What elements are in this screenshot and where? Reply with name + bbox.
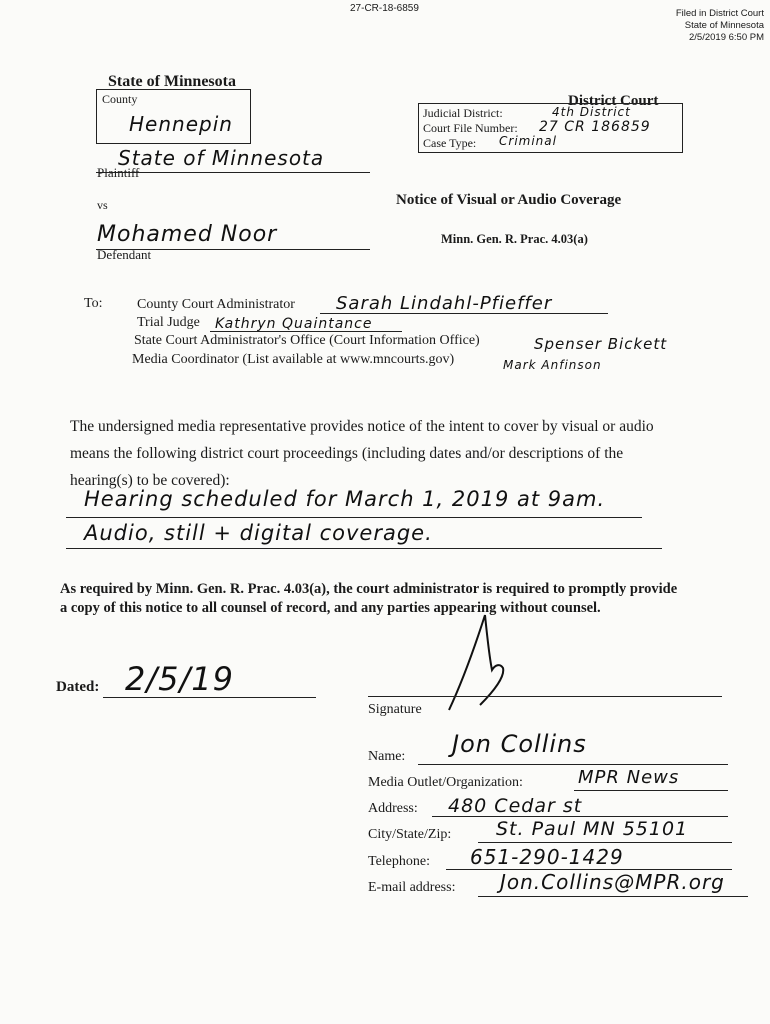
- judicial-district-label: Judicial District:: [423, 106, 503, 120]
- defendant-label: Defendant: [97, 247, 152, 262]
- requirement-paragraph: As required by Minn. Gen. R. Prac. 4.03(a), the court administrator is required to promptly provide a copy of this notice to all counsel of record, and any parties appearing without counsel.: [60, 581, 678, 616]
- hearing-line-2: Audio, still + digital coverage.: [84, 521, 433, 545]
- address-value: 480 Cedar st: [448, 795, 583, 817]
- signature-line: [368, 696, 722, 697]
- defendant-value: Mohamed Noor: [97, 222, 278, 247]
- case-type-label: Case Type:: [423, 136, 477, 150]
- notice-title: Notice of Visual or Audio Coverage: [396, 192, 622, 208]
- case-number-stamp: 27-CR-18-6859: [350, 3, 419, 14]
- notice-rule: Minn. Gen. R. Prac. 4.03(a): [441, 232, 588, 246]
- vs-label: vs: [97, 198, 108, 212]
- state-office-value: Spenser Bickett: [534, 335, 668, 353]
- email-label: E-mail address:: [368, 880, 456, 895]
- signature-mark: [425, 610, 525, 720]
- county-box: [96, 89, 251, 144]
- hearing-underline-2: [66, 548, 662, 549]
- court-file-value: 27 CR 186859: [539, 119, 651, 135]
- judge-label: Trial Judge: [137, 315, 200, 330]
- plaintiff-value: State of Minnesota: [118, 146, 325, 170]
- filed-line-1: Filed in District Court: [675, 8, 764, 19]
- media-coord-value: Mark Anfinson: [503, 358, 602, 372]
- city-value: St. Paul MN 55101: [496, 818, 689, 840]
- court-title: District Court: [568, 93, 659, 109]
- dated-label: Dated:: [56, 679, 100, 695]
- email-line: [478, 896, 748, 897]
- address-label: Address:: [368, 801, 418, 816]
- judicial-district-value: 4th District: [552, 105, 631, 119]
- admin-value: Sarah Lindahl-Pfieffer: [336, 293, 553, 314]
- signature-label: Signature: [368, 702, 422, 717]
- judge-value: Kathryn Quaintance: [215, 316, 373, 332]
- name-label: Name:: [368, 749, 406, 764]
- hearing-line-1: Hearing scheduled for March 1, 2019 at 9am.: [84, 487, 606, 511]
- plaintiff-label: Plaintiff: [97, 165, 140, 180]
- media-coord-label: Media Coordinator (List available at www.mncourts.gov): [132, 352, 455, 367]
- name-value: Jon Collins: [452, 730, 587, 758]
- court-file-label: Court File Number:: [423, 121, 518, 135]
- outlet-label: Media Outlet/Organization:: [368, 775, 523, 790]
- county-label: County: [102, 92, 138, 106]
- phone-label: Telephone:: [368, 854, 430, 869]
- email-value: Jon.Collins@MPR.org: [500, 870, 725, 894]
- phone-value: 651-290-1429: [470, 845, 624, 869]
- intro-paragraph: The undersigned media representative provides notice of the intent to cover by visual or audio means the following district court proceedings (including dates and/or descriptions of the hearing(s) to be covered):: [70, 418, 654, 489]
- city-line: [478, 842, 732, 843]
- city-label: City/State/Zip:: [368, 827, 452, 842]
- name-line: [418, 764, 728, 765]
- admin-label: County Court Administrator: [137, 297, 295, 312]
- hearing-underline-1: [66, 517, 642, 518]
- filed-line-3: 2/5/2019 6:50 PM: [689, 32, 764, 43]
- outlet-value: MPR News: [578, 767, 680, 788]
- court-info-box: [418, 103, 683, 153]
- county-value: Hennepin: [129, 112, 233, 136]
- state-office-label: State Court Administrator's Office (Court Information Office): [134, 333, 480, 348]
- filed-stamp: [676, 8, 764, 44]
- filed-line-2: State of Minnesota: [684, 20, 764, 31]
- to-label: To:: [84, 296, 103, 311]
- case-type-value: Criminal: [499, 134, 557, 148]
- dated-value: 2/5/19: [125, 660, 234, 698]
- state-heading: State of Minnesota: [108, 73, 236, 90]
- outlet-line: [574, 790, 728, 791]
